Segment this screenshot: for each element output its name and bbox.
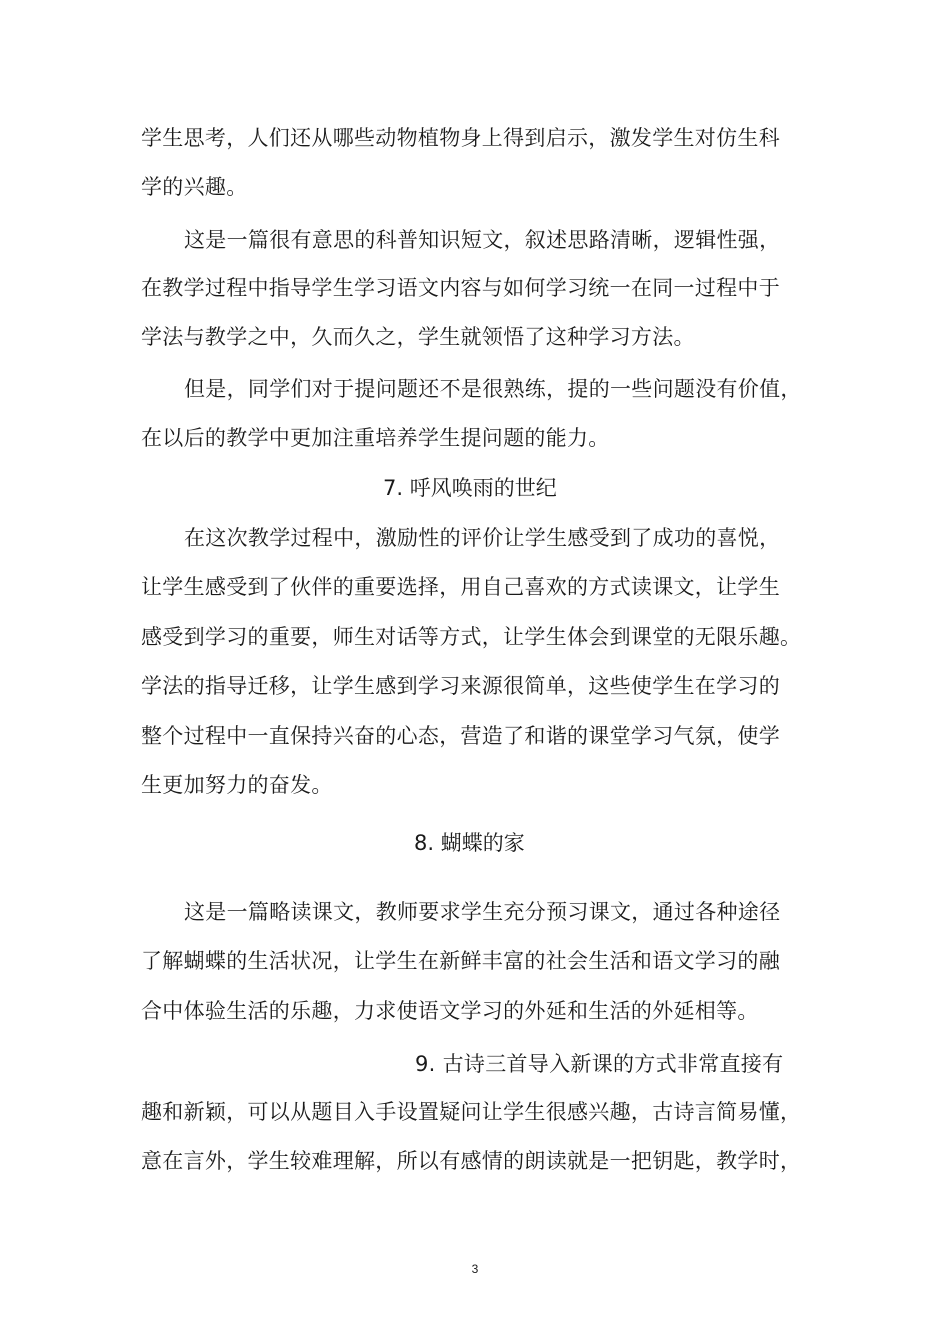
paragraph-line: 这是一篇略读课文，教师要求学生充分预习课文，通过各种途径 [184,900,781,924]
page-number: 3 [471,1262,479,1276]
paragraph-line: 但是，同学们对于提问题还不是很熟练，提的一些问题没有价值， [184,377,802,401]
paragraph-line: 感受到学习的重要，师生对话等方式，让学生体会到课堂的无限乐趣。 [141,625,802,649]
paragraph-line: 在这次教学过程中，激励性的评价让学生感受到了成功的喜悦， [184,526,781,550]
paragraph-line: 学生思考，人们还从哪些动物植物身上得到启示，激发学生对仿生科 [141,126,780,150]
paragraph-line: 学法的指导迁移，让学生感到学习来源很简单，这些使学生在学习的 [141,674,780,698]
paragraph-line: 在以后的教学中更加注重培养学生提问题的能力。 [141,426,610,450]
paragraph-line: 生更加努力的奋发。 [141,773,333,797]
section-heading: 8. 蝴蝶的家 [414,831,525,855]
paragraph-line: 趣和新颖，可以从题目入手设置疑问让学生很感兴趣，古诗言简易懂， [141,1100,802,1124]
paragraph-line: 学的兴趣。 [141,175,248,199]
section-heading: 7. 呼风唤雨的世纪 [383,476,557,500]
paragraph-line: 9. 古诗三首导入新课的方式非常直接有 [415,1052,784,1076]
paragraph-line: 意在言外，学生较难理解，所以有感情的朗读就是一把钥匙，教学时， [141,1149,802,1173]
paragraph-line: 在教学过程中指导学生学习语文内容与如何学习统一在同一过程中于 [141,276,780,300]
paragraph-line: 了解蝴蝶的生活状况，让学生在新鲜丰富的社会生活和语文学习的融 [141,949,780,973]
paragraph-line: 这是一篇很有意思的科普知识短文，叙述思路清晰，逻辑性强， [184,228,781,252]
paragraph-line: 整个过程中一直保持兴奋的心态，营造了和谐的课堂学习气氛，使学 [141,724,780,748]
paragraph-line: 让学生感受到了伙伴的重要选择，用自己喜欢的方式读课文，让学生 [141,575,780,599]
paragraph-line: 合中体验生活的乐趣，力求使语文学习的外延和生活的外延相等。 [141,999,759,1023]
paragraph-line: 学法与教学之中，久而久之，学生就领悟了这种学习方法。 [141,325,695,349]
